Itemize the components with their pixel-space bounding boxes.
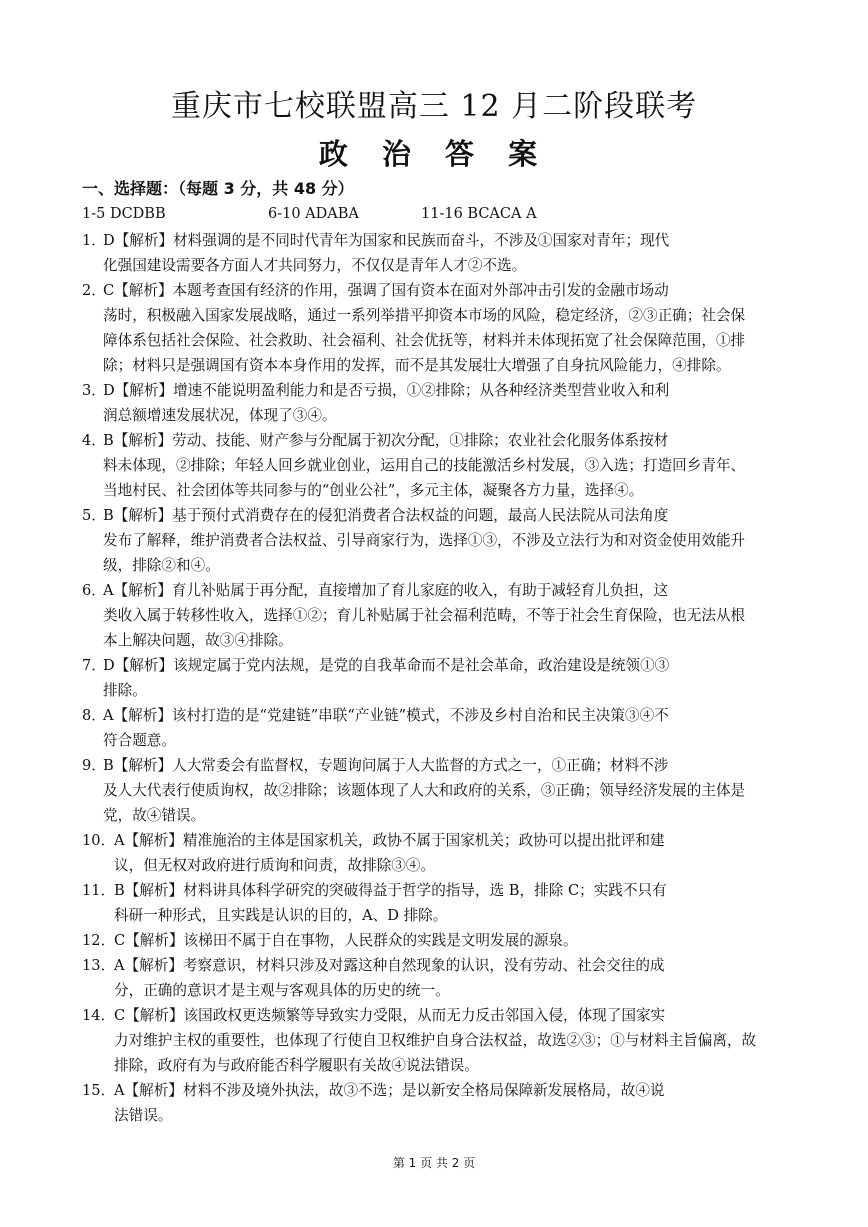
item-text-line: 排除。 (103, 682, 147, 699)
item-number: 4． (82, 432, 106, 449)
explanation-item (82, 878, 790, 928)
item-text-line: B【解析】人大常委会有监督权，专题询问属于人大监督的方式之一，①正确；材料不涉 (103, 757, 669, 774)
explanation-item (82, 1003, 790, 1078)
page-title: 重庆市七校联盟高三 12 月二阶段联考 (170, 89, 698, 124)
item-number: 3． (82, 382, 106, 399)
item-number: 5． (82, 507, 106, 524)
item-number: 13． (82, 957, 116, 974)
item-text-line: C【解析】本题考查国有经济的作用，强调了国有资本在面对外部冲击引发的金融市场动 (103, 282, 669, 299)
item-text-line: 除；材料只是强调国有资本本身作用的发挥，而不是其发展壮大增强了自身抗风险能力，④排除。 (103, 357, 731, 374)
item-text-line: 类收入属于转移性收入，选择①②；育儿补贴属于社会福利范畴，不等于社会生育保险，也无法从根 (103, 607, 746, 624)
item-number: 6． (82, 582, 106, 599)
item-text-line: 党，故④错误。 (103, 807, 206, 824)
item-text-line: 符合题意。 (103, 732, 176, 749)
answer-key-11-16: 11-16 BCACA A (421, 206, 537, 222)
item-number: 12． (82, 932, 116, 949)
explanation-item (82, 228, 790, 278)
explanation-item (82, 753, 790, 828)
item-number: 11． (82, 882, 116, 899)
explanation-list (82, 228, 790, 1128)
item-number: 1． (82, 232, 106, 249)
item-number: 14． (82, 1007, 116, 1024)
item-text-line: 法错误。 (114, 1107, 173, 1124)
item-text-line: 及人大代表行使质询权，故②排除；该题体现了人大和政府的关系，③正确；领导经济发展的主体是 (103, 782, 746, 799)
item-number: 9． (82, 757, 106, 774)
item-text-line: 化强国建设需要各方面人才共同努力，不仅仅是青年人才②不选。 (103, 257, 527, 274)
answer-key-6-10: 6-10 ADABA (268, 206, 359, 222)
item-text-line: 级，排除②和④。 (103, 557, 220, 574)
item-text-line: 分，正确的意识才是主观与客观具体的历史的统一。 (114, 982, 450, 999)
explanation-item (82, 1078, 790, 1128)
item-text-line: C【解析】该国政权更迭频繁等导致实力受限，从而无力反击邻国入侵，体现了国家实 (114, 1007, 666, 1024)
explanation-item (82, 653, 790, 703)
item-number: 7． (82, 657, 106, 674)
item-text-line: B【解析】材料讲具体科学研究的突破得益于哲学的指导，选 B，排除 C；实践不只有 (114, 882, 667, 899)
item-text-line: 当地村民、社会团体等共同参与的“创业公社”，多元主体，凝聚各方力量，选择④。 (103, 482, 644, 499)
explanation-item (82, 703, 790, 753)
item-text-line: D【解析】增速不能说明盈利能力和是否亏损，①②排除；从各种经济类型营业收入和利 (103, 382, 670, 399)
item-text-line: C【解析】该梯田不属于自在事物，人民群众的实践是文明发展的源泉。 (114, 932, 578, 949)
item-text-line: A【解析】精准施治的主体是国家机关，政协不属于国家机关；政协可以提出批评和建 (114, 832, 665, 849)
item-text-line: 力对维护主权的重要性，也体现了行使自卫权维护自身合法权益，故选②③；①与材料主旨偏离，故 (114, 1032, 757, 1049)
page-number: 第 1 页 共 2 页 (392, 1156, 476, 1170)
item-text-line: D【解析】材料强调的是不同时代青年为国家和民族而奋斗，不涉及①国家对青年；现代 (103, 232, 670, 249)
explanation-item (82, 953, 790, 1003)
explanation-item (82, 428, 790, 503)
item-text-line: B【解析】基于预付式消费存在的侵犯消费者合法权益的问题，最高人民法院从司法角度 (103, 507, 669, 524)
item-text-line: A【解析】该村打造的是“党建链”串联“产业链”模式，不涉及乡村自治和民主决策③④不 (103, 707, 669, 724)
item-number: 8． (82, 707, 106, 724)
item-text-line: 料未体现，②排除；年轻人回乡就业创业，运用自己的技能激活乡村发展，③入选；打造回乡青年、 (103, 457, 746, 474)
page-subtitle: 政 治 答 案 (318, 137, 550, 171)
item-number: 10． (82, 832, 116, 849)
answer-key-row (82, 203, 802, 225)
explanation-item (82, 278, 790, 378)
explanation-item (82, 928, 790, 953)
item-text-line: B【解析】劳动、技能、财产参与分配属于初次分配，①排除；农业社会化服务体系按材 (103, 432, 669, 449)
item-text-line: 障体系包括社会保险、社会救助、社会福利、社会优抚等，材料并未体现拓宽了社会保障范围，①排 (103, 332, 746, 349)
item-number: 15． (82, 1082, 116, 1099)
item-text-line: 荡时，积极融入国家发展战略，通过一系列举措平抑资本市场的风险，稳定经济，②③正确；社会保 (103, 307, 746, 324)
section-heading: 一、选择题：（每题 3 分，共 48 分） (82, 179, 354, 198)
item-text-line: 润总额增速发展状况，体现了③④。 (103, 407, 337, 424)
item-text-line: D【解析】该规定属于党内法规，是党的自我革命而不是社会革命，政治建设是统领①③ (103, 657, 670, 674)
explanation-item (82, 503, 790, 578)
explanation-item (82, 378, 790, 428)
item-text-line: A【解析】材料不涉及境外执法，故③不选；是以新安全格局保障新发展格局，故④说 (114, 1082, 665, 1099)
explanation-item (82, 578, 790, 653)
item-text-line: 科研一种形式，且实践是认识的目的，A、D 排除。 (114, 907, 448, 924)
explanation-item (82, 828, 790, 878)
item-text-line: A【解析】考察意识，材料只涉及对露这种自然现象的认识，没有劳动、社会交往的成 (114, 957, 665, 974)
item-text-line: 议，但无权对政府进行质询和问责，故排除③④。 (114, 857, 436, 874)
item-number: 2． (82, 282, 106, 299)
answer-key-1-5: 1-5 DCDBB (82, 206, 166, 222)
item-text-line: 本上解决问题，故③④排除。 (103, 632, 293, 649)
item-text-line: A【解析】育儿补贴属于再分配，直接增加了育儿家庭的收入，有助于减轻育儿负担，这 (103, 582, 669, 599)
item-text-line: 发布了解释，维护消费者合法权益、引导商家行为，选择①③，不涉及立法行为和对资金使用效能升 (103, 532, 746, 549)
item-text-line: 排除，政府有为与政府能否科学履职有关故④说法错误。 (114, 1057, 479, 1074)
